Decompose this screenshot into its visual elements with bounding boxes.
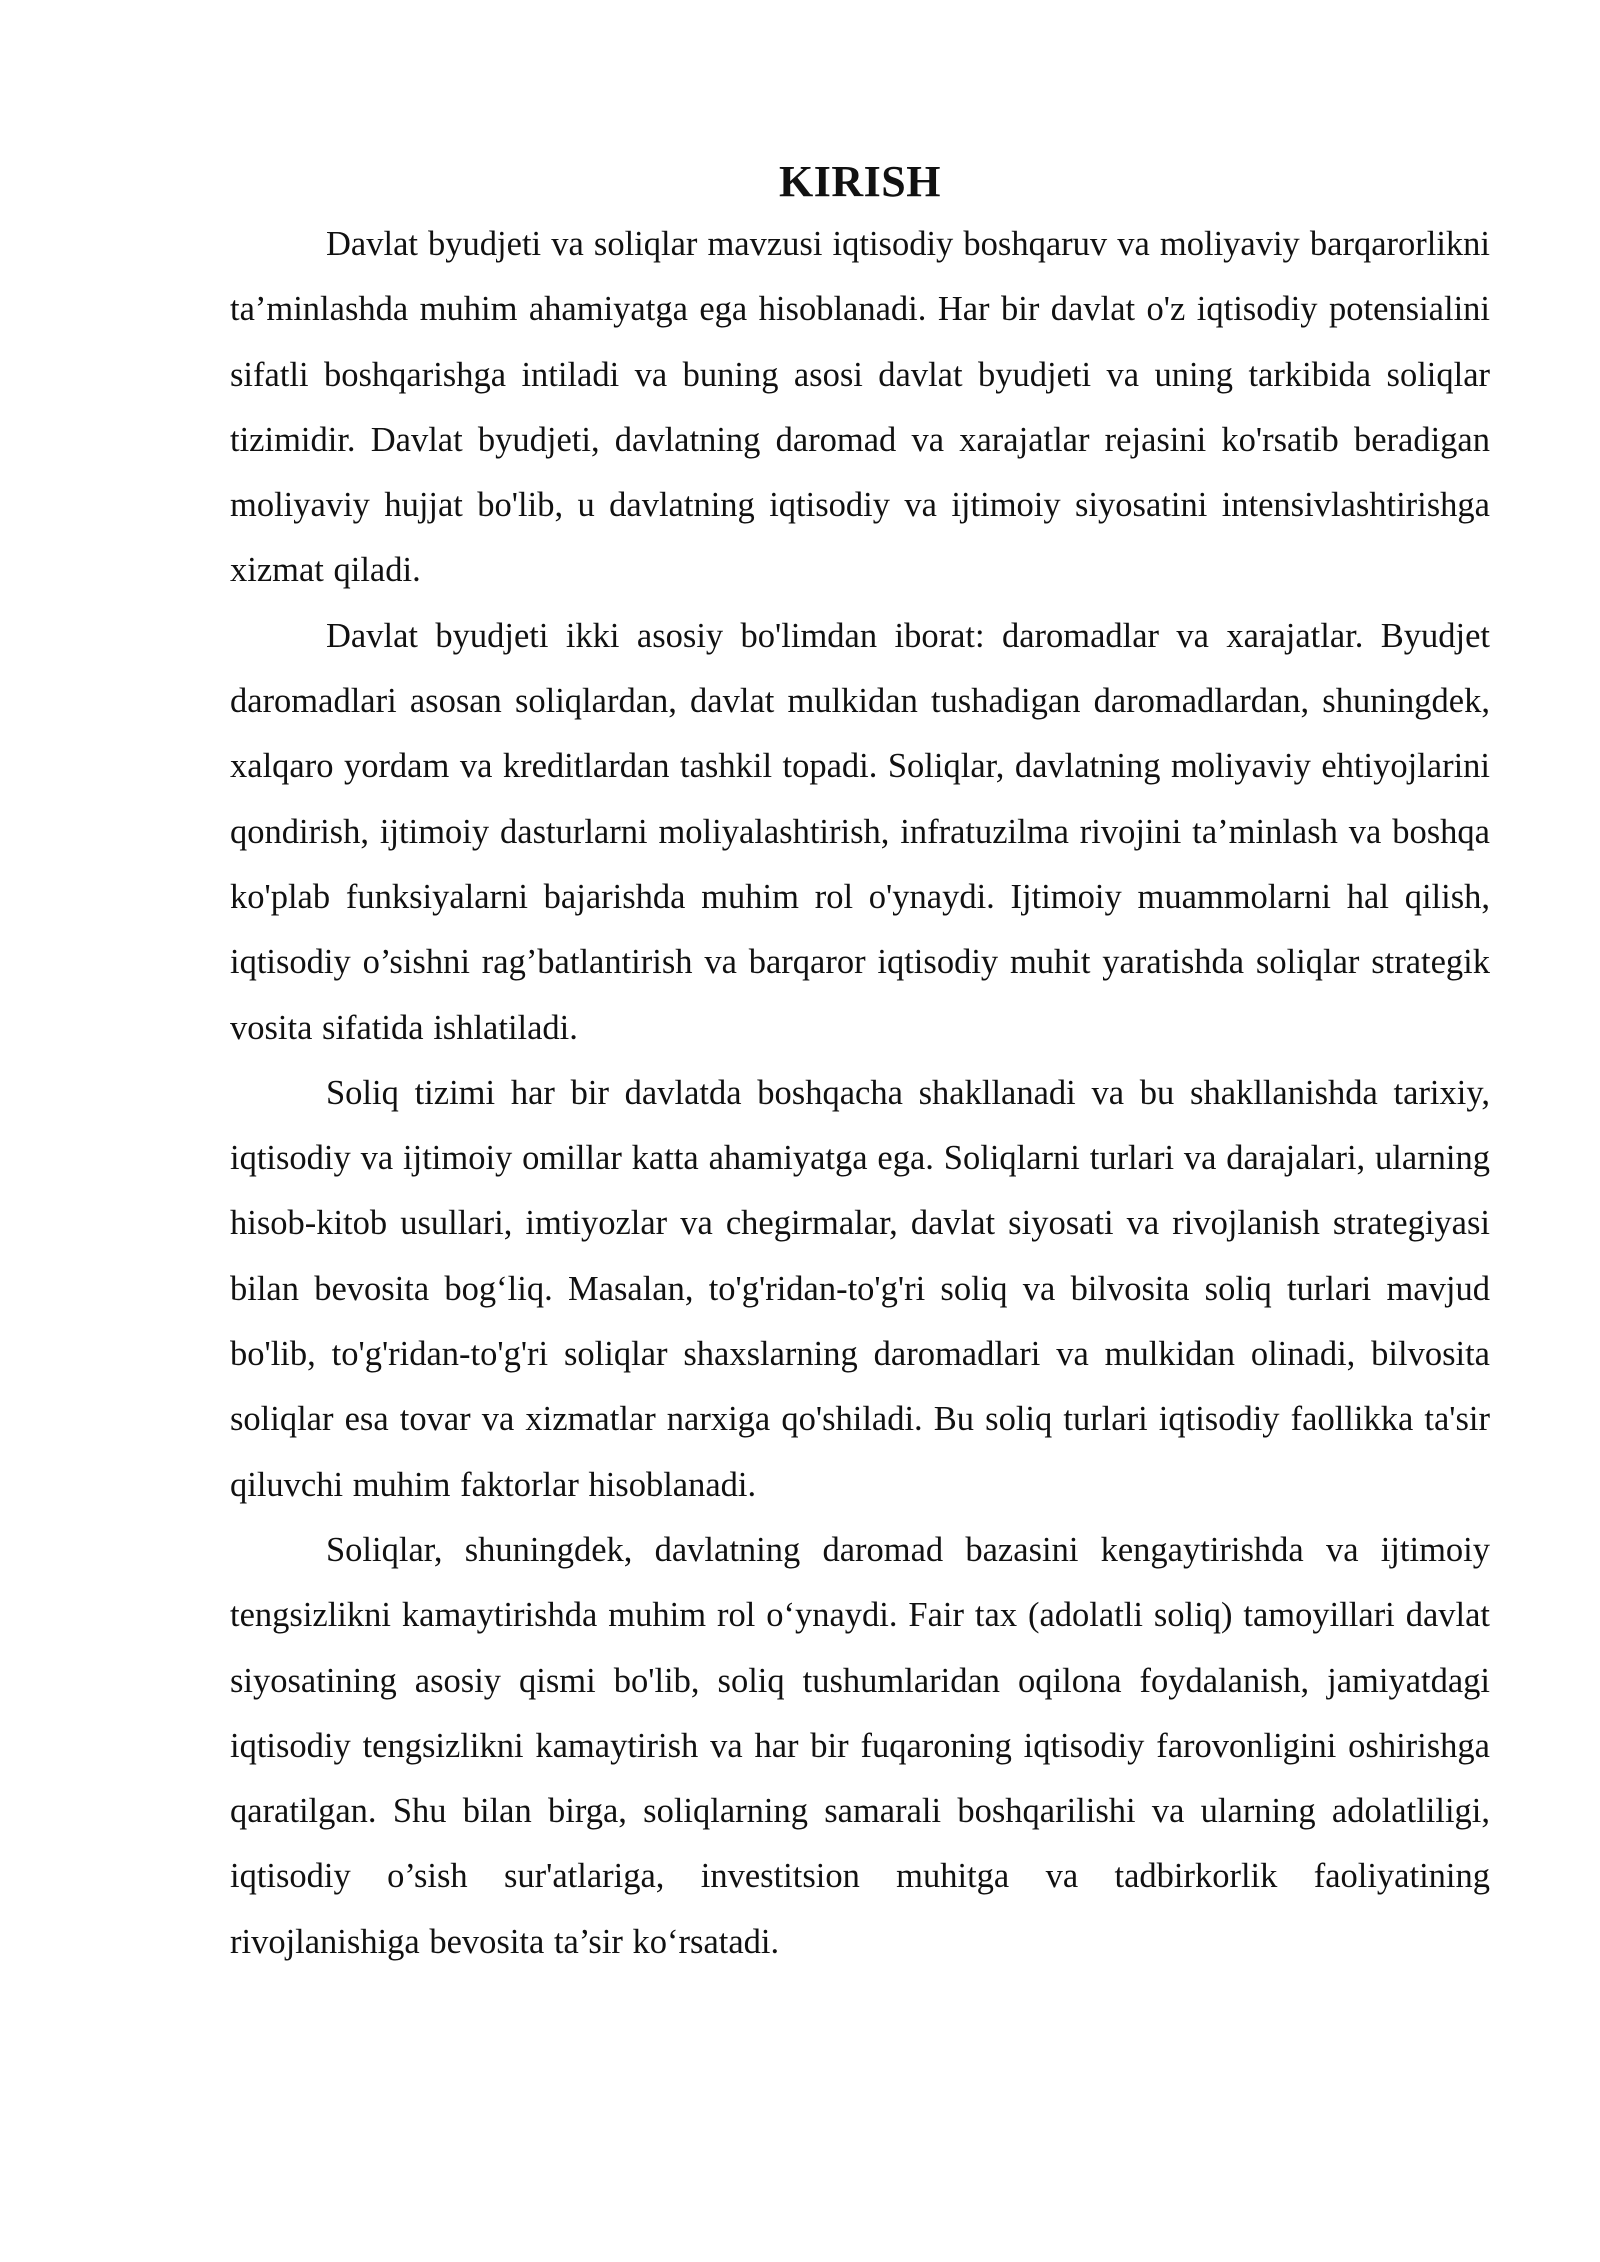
paragraph-1: Davlat byudjeti va soliqlar mavzusi iqtisodiy boshqaruv va moliyaviy barqarorlikni ta’minlashda muhim ahamiyatga ega hisoblanadi. Har bir davlat o'z iqtisodiy potensialini sifatli boshqarishga intiladi va buning asosi davlat byudjeti va uning tarkibida soliqlar tizimidir. Davlat byudjeti, davlatning daromad va xarajatlar rejasini ko'rsatib beradigan moliyaviy hujjat bo'lib, u davlatning iqtisodiy va ijtimoiy siyosatini intensivlashtirishga xizmat qiladi. — [230, 225, 1490, 590]
paragraph-4: Soliqlar, shuningdek, davlatning daromad bazasini kengaytirishda va ijtimoiy tengsizlikni kamaytirishda muhim rol o‘ynaydi. Fair tax (adolatli soliq) tamoyillari davlat siyosatining asosiy qismi bo'lib, soliq tushumlaridan oqilona foydalanish, jamiyatdagi iqtisodiy tengsizlikni kamaytirish va har bir fuqaroning iqtisodiy farovonligini oshirishga qaratilgan. Shu bilan birga, soliqlarning samarali boshqarilishi va ularning adolatliligi, iqtisodiy o’sish sur'atlariga, investitsion muhitga va tadbirkorlik faoliyatining rivojlanishiga bevosita ta’sir ko‘rsatadi. — [230, 1530, 1490, 1961]
document-body — [230, 152, 1490, 1975]
page-title: KIRISH — [779, 157, 941, 206]
paragraph-3: Soliq tizimi har bir davlatda boshqacha shakllanadi va bu shakllanishda tarixiy, iqtisodiy va ijtimoiy omillar katta ahamiyatga ega. Soliqlarni turlari va darajalari, ularning hisob-kitob usullari, imtiyozlar va chegirmalar, davlat siyosati va rivojlanish strategiyasi bilan bevosita bog‘liq. Masalan, to'g'ridan-to'g'ri soliq va bilvosita soliq turlari mavjud bo'lib, to'g'ridan-to'g'ri soliqlar shaxslarning daromadlari va mulkidan olinadi, bilvosita soliqlar esa tovar va xizmatlar narxiga qo'shiladi. Bu soliq turlari iqtisodiy faollikka ta'sir qiluvchi muhim faktorlar hisoblanadi. — [230, 1073, 1490, 1504]
paragraph-2: Davlat byudjeti ikki asosiy bo'limdan iborat: daromadlar va xarajatlar. Byudjet daromadlari asosan soliqlardan, davlat mulkidan tushadigan daromadlardan, shuningdek, xalqaro yordam va kreditlardan tashkil topadi. Soliqlar, davlatning moliyaviy ehtiyojlarini qondirish, ijtimoiy dasturlarni moliyalashtirish, infratuzilma rivojini ta’minlash va boshqa ko'plab funksiyalarni bajarishda muhim rol o'ynaydi. Ijtimoiy muammolarni hal qilish, iqtisodiy o’sishni rag’batlantirish va barqaror iqtisodiy muhit yaratishda soliqlar strategik vosita sifatida ishlatiladi. — [230, 616, 1490, 1047]
